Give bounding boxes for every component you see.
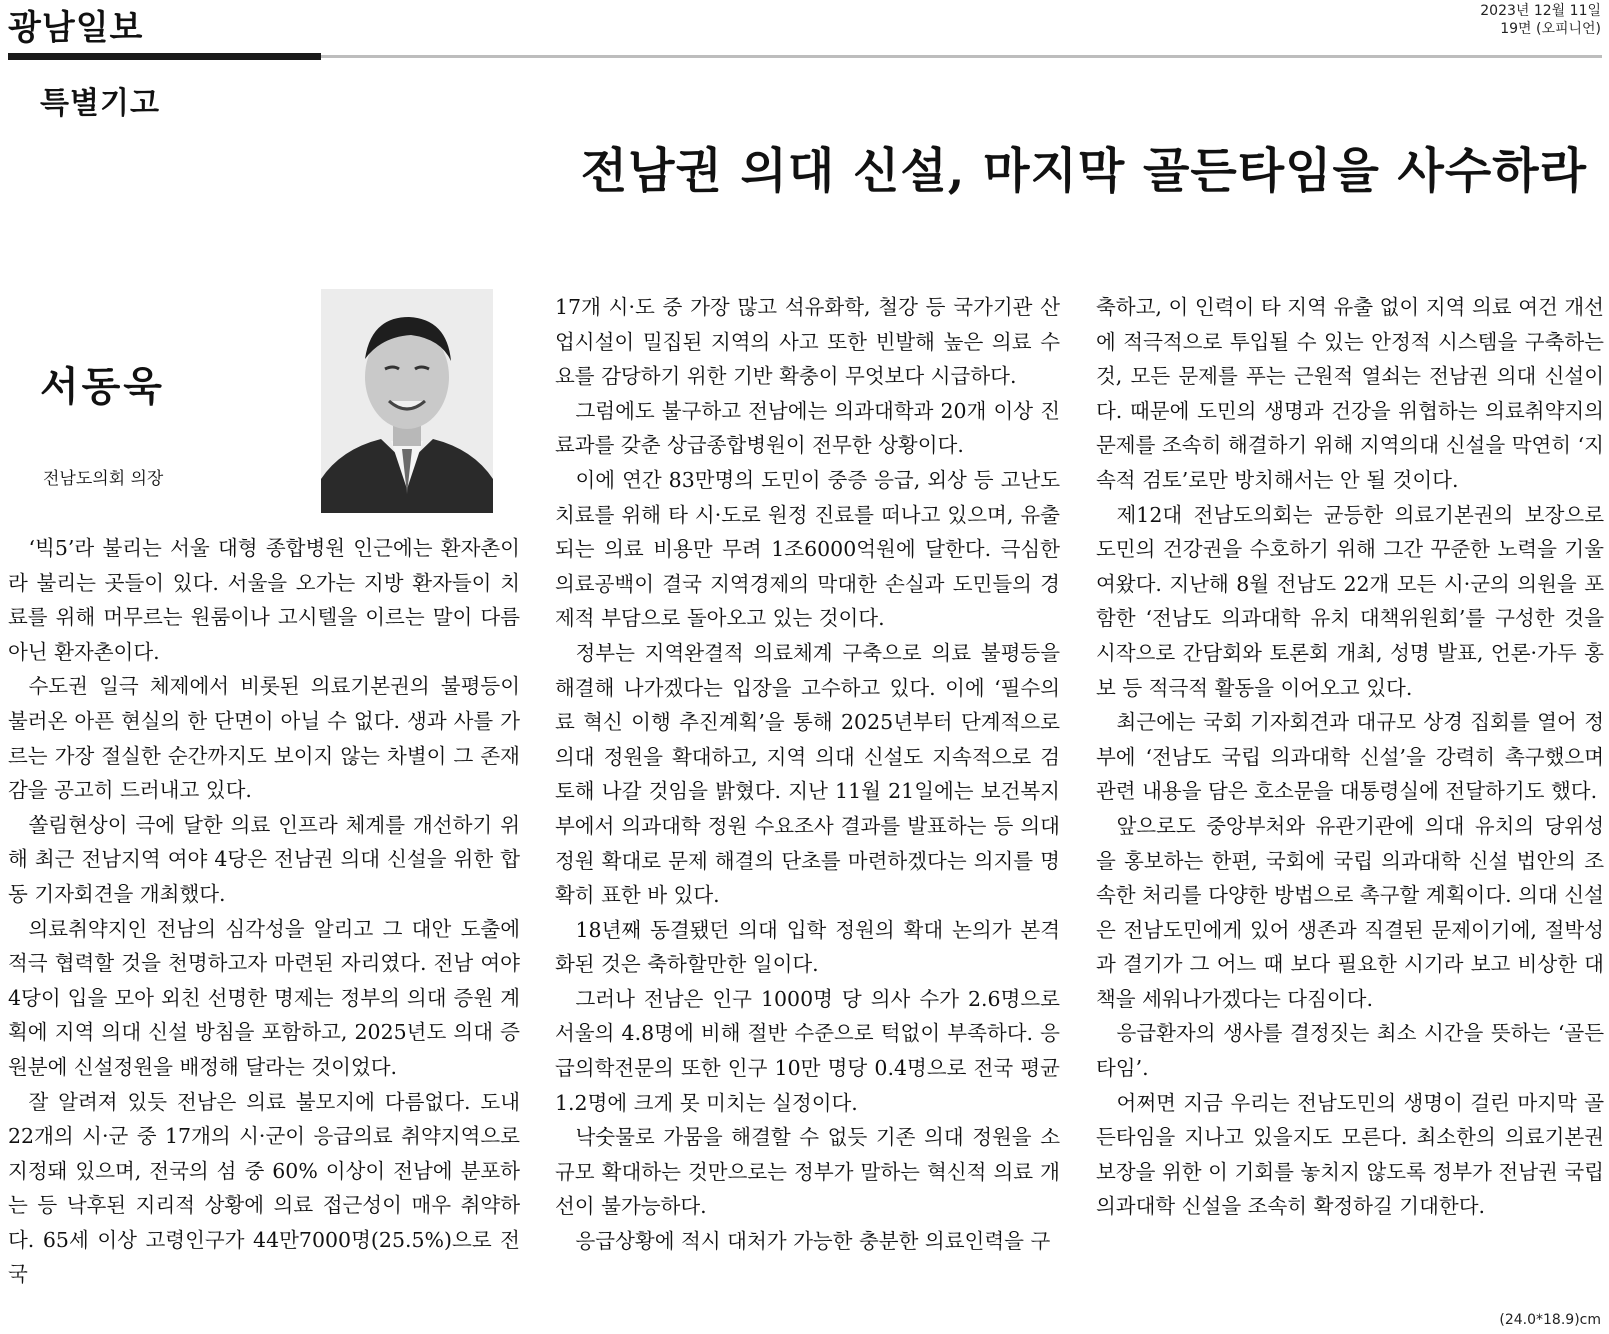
paragraph: 쏠림현상이 극에 달한 의료 인프라 체계를 개선하기 위해 최근 전남지역 여야 4당은 전남권 의대 신설을 위한 합동 기자회견을 개최했다. <box>8 812 520 906</box>
paragraph: 17개 시·도 중 가장 많고 석유화학, 철강 등 국가기관 산업시설이 밀집된 지역의 사고 또한 빈발해 높은 의료 수요를 감당하기 위한 기반 확충이 무엇보다 시급하다. <box>555 295 1060 389</box>
author-title: 전남도의회 의장 <box>43 469 164 489</box>
paragraph: 축하고, 이 인력이 타 지역 유출 없이 지역 의료 여건 개선에 적극적으로 투입될 수 있는 안정적 시스템을 구축하는 것, 모든 문제를 푸는 근원적 열쇠는 전남권 의대 신설이다. 때문에 도민의 생명과 건강을 위협하는 의료취약지의 문제를 조속히 해결하기 위해 지역의대 신설을 막연히 ‘지속적 검토’로만 방치해서는 안 될 것이다. <box>1096 295 1604 492</box>
author-photo <box>321 289 493 513</box>
paragraph: 잘 알려져 있듯 전남은 의료 불모지에 다름없다. 도내 22개의 시·군 중 17개의 시·군이 응급의료 취약지역으로 지정돼 있으며, 전국의 섬 중 60% 이상이 전남에 분포하는 등 낙후된 지리적 상황에 의료 접근성이 매우 취약하다. 65세 이상 고령인구가 44만7000명(25.5%)으로 전국 <box>8 1089 520 1287</box>
paragraph: ‘빅5’라 불리는 서울 대형 종합병원 인근에는 환자촌이라 불리는 곳들이 있다. 서울을 오가는 지방 환자들이 치료를 위해 머무르는 원룸이나 고시텔을 이르는 말이 다름 아닌 환자촌이다. <box>8 536 520 664</box>
issue-date: 2023년 12월 11일 <box>1480 3 1601 19</box>
paragraph: 이에 연간 83만명의 도민이 중증 응급, 외상 등 고난도 치료를 위해 타 시·도로 원정 진료를 떠나고 있으며, 유출되는 의료 비용만 무려 1조6000억원에 달한다. 극심한 의료공백이 결국 지역경제의 막대한 손실과 도민들의 경제적 부담으로 돌아오고 있는 것이다. <box>555 467 1060 631</box>
paragraph: 최근에는 국회 기자회견과 대규모 상경 집회를 열어 정부에 ‘전남도 국립 의과대학 신설’을 강력히 촉구했으며 관련 내용을 담은 호소문을 대통령실에 전달하기도 했다. <box>1096 710 1604 804</box>
paragraph: 제12대 전남도의회는 균등한 의료기본권의 보장으로 도민의 건강권을 수호하기 위해 그간 꾸준한 노력을 기울여왔다. 지난해 8월 전남도 22개 모든 시·군의 의원을 포함한 ‘전남도 의과대학 유치 대책위원회’를 구성한 것을 시작으로 간담회와 토론회 개최, 성명 발표, 언론·가두 홍보 등 적극적 활동을 이어오고 있다. <box>1096 502 1604 700</box>
author-name: 서동욱 <box>40 363 165 410</box>
page-section-info: 19면 (오피니언) <box>1500 21 1601 37</box>
article-size-note: (24.0*18.9)cm <box>1499 1312 1601 1328</box>
paragraph: 정부는 지역완결적 의료체계 구축으로 의료 불평등을 해결해 나가겠다는 입장을 고수하고 있다. 이에 ‘필수의료 혁신 이행 추진계획’을 통해 2025년부터 단계적으로 의대 정원을 확대하고, 지역 의대 신설도 지속적으로 검토해 나갈 것임을 밝혔다. 지난 11월 21일에는 보건복지부에서 의과대학 정원 수요조사 결과를 발표하는 등 의대 정원 확대로 문제 해결의 단초를 마련하겠다는 의지를 명확히 표한 바 있다. <box>555 640 1060 908</box>
paragraph: 어쩌면 지금 우리는 전남도민의 생명이 걸린 마지막 골든타임을 지나고 있을지도 모른다. 최소한의 의료기본권 보장을 위한 이 기회를 놓치지 않도록 정부가 전남권 국립 의과대학 신설을 조속히 확정하길 기대한다. <box>1096 1090 1604 1219</box>
article-column-3 <box>1096 290 1604 1224</box>
paragraph: 그러나 전남은 인구 1000명 당 의사 수가 2.6명으로 서울의 4.8명에 비해 절반 수준으로 턱없이 부족하다. 응급의학전문의 또한 인구 10만 명당 0.4명으로 전국 평균 1.2명에 크게 못 미치는 실정이다. <box>555 986 1060 1115</box>
paragraph: 응급상황에 적시 대처가 가능한 충분한 의료인력을 구 <box>575 1229 1051 1254</box>
paragraph: 응급환자의 생사를 결정짓는 최소 시간을 뜻하는 ‘골든타임’. <box>1096 1021 1604 1081</box>
paragraph: 18년째 동결됐던 의대 입학 정원의 확대 논의가 본격화된 것은 축하할만한 일이다. <box>555 917 1060 977</box>
newspaper-masthead: 광남일보 <box>8 8 144 48</box>
article-column-2 <box>555 290 1060 1259</box>
section-label: 특별기고 <box>40 86 160 121</box>
header-rule-accent <box>8 53 321 60</box>
paragraph: 수도권 일극 체제에서 비롯된 의료기본권의 불평등이 불러온 아픈 현실의 한 단면이 아닐 수 없다. 생과 사를 가르는 가장 절실한 순간까지도 보이지 않는 차별이 그 존재감을 공고히 드러내고 있다. <box>8 674 520 803</box>
paragraph: 앞으로도 중앙부처와 유관기관에 의대 유치의 당위성을 홍보하는 한편, 국회에 국립 의과대학 신설 법안의 조속한 처리를 다양한 방법으로 촉구할 계획이다. 의대 신설은 전남도민에게 있어 생존과 직결된 문제이기에, 절박성과 결기가 그 어느 때 보다 필요한 시기라 보고 비상한 대책을 세워나가겠다는 다짐이다. <box>1096 813 1604 1011</box>
author-portrait <box>321 289 493 513</box>
paragraph: 낙숫물로 가뭄을 해결할 수 없듯 기존 의대 정원을 소규모 확대하는 것만으로는 정부가 말하는 혁신적 의료 개선이 불가능하다. <box>555 1125 1060 1219</box>
paragraph: 그럼에도 불구하고 전남에는 의과대학과 20개 이상 진료과를 갖춘 상급종합병원이 전무한 상황이다. <box>555 398 1060 458</box>
issue-info <box>1480 2 1601 38</box>
paragraph: 의료취약지인 전남의 심각성을 알리고 그 대안 도출에 적극 협력할 것을 천명하고자 마련된 자리였다. 전남 여야 4당이 입을 모아 외친 선명한 명제는 정부의 의대 증원 계획에 지역 의대 신설 방침을 포함하고, 2025년도 의대 증원분에 신설정원을 배정해 달라는 것이었다. <box>8 916 520 1079</box>
article-column-1 <box>8 531 520 1292</box>
article-headline: 전남권 의대 신설, 마지막 골든타임을 사수하라 <box>580 143 1587 199</box>
